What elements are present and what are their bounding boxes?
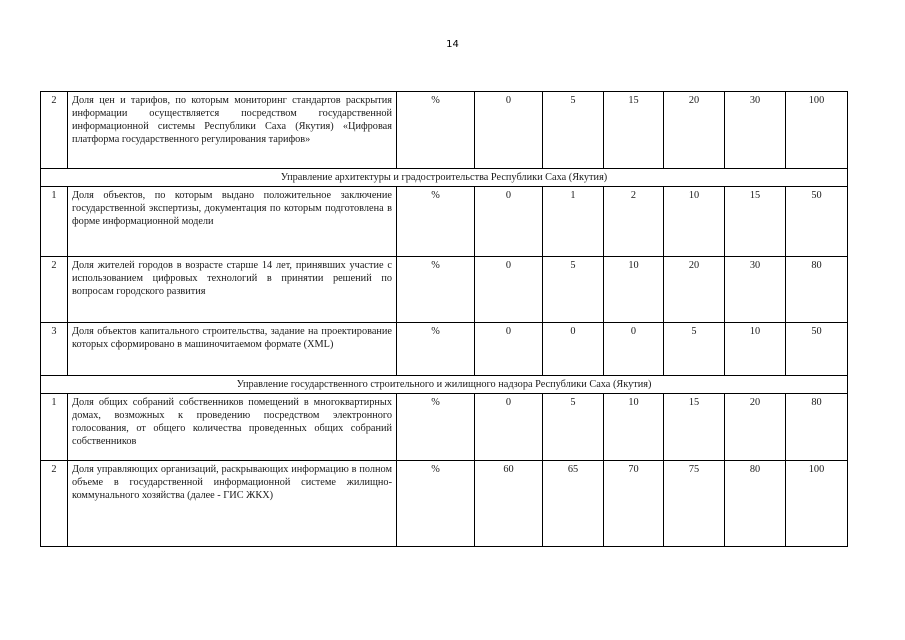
value-cell: 0 bbox=[604, 323, 664, 376]
section-title: Управление государственного строительного и жилищного надзора Республики Саха (Якутия) bbox=[41, 376, 848, 394]
value-cell: 20 bbox=[664, 92, 725, 169]
value-cell: 100 bbox=[786, 461, 848, 547]
value-cell: 10 bbox=[725, 323, 786, 376]
value-cell: 100 bbox=[786, 92, 848, 169]
row-number: 1 bbox=[41, 394, 68, 461]
value-cell: 5 bbox=[664, 323, 725, 376]
value-cell: 20 bbox=[664, 257, 725, 323]
page-number: 14 bbox=[446, 39, 459, 50]
indicator-description: Доля жителей городов в возрасте старше 14 лет, принявших участие с использованием цифровых технологий в принятии решений по вопросам городского развития bbox=[68, 257, 397, 323]
row-number: 2 bbox=[41, 92, 68, 169]
value-cell: 1 bbox=[543, 187, 604, 257]
value-cell: 0 bbox=[475, 257, 543, 323]
unit-cell: % bbox=[397, 187, 475, 257]
value-cell: 65 bbox=[543, 461, 604, 547]
value-cell: 80 bbox=[786, 394, 848, 461]
value-cell: 80 bbox=[786, 257, 848, 323]
value-cell: 5 bbox=[543, 394, 604, 461]
value-cell: 80 bbox=[725, 461, 786, 547]
indicator-description: Доля цен и тарифов, по которым мониторинг стандартов раскрытия информации осуществляется посредством государственной информационной системы Республики Саха (Якутия) «Цифровая платформа государственного регулирования тарифов» bbox=[68, 92, 397, 169]
table-row bbox=[41, 394, 848, 461]
value-cell: 50 bbox=[786, 323, 848, 376]
value-cell: 30 bbox=[725, 92, 786, 169]
row-number: 1 bbox=[41, 187, 68, 257]
table-row bbox=[41, 187, 848, 257]
value-cell: 70 bbox=[604, 461, 664, 547]
indicator-description: Доля объектов капитального строительства, задание на проектирование которых сформировано в машиночитаемом формате (XML) bbox=[68, 323, 397, 376]
unit-cell: % bbox=[397, 323, 475, 376]
indicator-description: Доля общих собраний собственников помещений в многоквартирных домах, возможных к проведению посредством электронного голосования, от общего количества проведенных общих собраний собственников bbox=[68, 394, 397, 461]
indicators-table bbox=[40, 91, 848, 547]
value-cell: 50 bbox=[786, 187, 848, 257]
value-cell: 15 bbox=[604, 92, 664, 169]
value-cell: 10 bbox=[604, 257, 664, 323]
unit-cell: % bbox=[397, 461, 475, 547]
table-row bbox=[41, 461, 848, 547]
section-header-row bbox=[41, 376, 848, 394]
value-cell: 75 bbox=[664, 461, 725, 547]
value-cell: 60 bbox=[475, 461, 543, 547]
value-cell: 0 bbox=[475, 394, 543, 461]
value-cell: 10 bbox=[604, 394, 664, 461]
table-row bbox=[41, 92, 848, 169]
value-cell: 10 bbox=[664, 187, 725, 257]
value-cell: 5 bbox=[543, 92, 604, 169]
row-number: 3 bbox=[41, 323, 68, 376]
indicator-description: Доля управляющих организаций, раскрывающих информацию в полном объеме в государственной информационной системе жилищно-коммунального хозяйства (далее - ГИС ЖКХ) bbox=[68, 461, 397, 547]
table-row bbox=[41, 257, 848, 323]
indicator-description: Доля объектов, по которым выдано положительное заключение государственной экспертизы, документация по которым подготовлена в форме информационной модели bbox=[68, 187, 397, 257]
unit-cell: % bbox=[397, 257, 475, 323]
row-number: 2 bbox=[41, 257, 68, 323]
value-cell: 15 bbox=[725, 187, 786, 257]
value-cell: 20 bbox=[725, 394, 786, 461]
section-header-row bbox=[41, 169, 848, 187]
table-row bbox=[41, 323, 848, 376]
value-cell: 15 bbox=[664, 394, 725, 461]
section-title: Управление архитектуры и градостроительства Республики Саха (Якутия) bbox=[41, 169, 848, 187]
value-cell: 0 bbox=[475, 92, 543, 169]
row-number: 2 bbox=[41, 461, 68, 547]
value-cell: 30 bbox=[725, 257, 786, 323]
unit-cell: % bbox=[397, 394, 475, 461]
value-cell: 2 bbox=[604, 187, 664, 257]
unit-cell: % bbox=[397, 92, 475, 169]
value-cell: 5 bbox=[543, 257, 604, 323]
value-cell: 0 bbox=[475, 187, 543, 257]
value-cell: 0 bbox=[543, 323, 604, 376]
value-cell: 0 bbox=[475, 323, 543, 376]
